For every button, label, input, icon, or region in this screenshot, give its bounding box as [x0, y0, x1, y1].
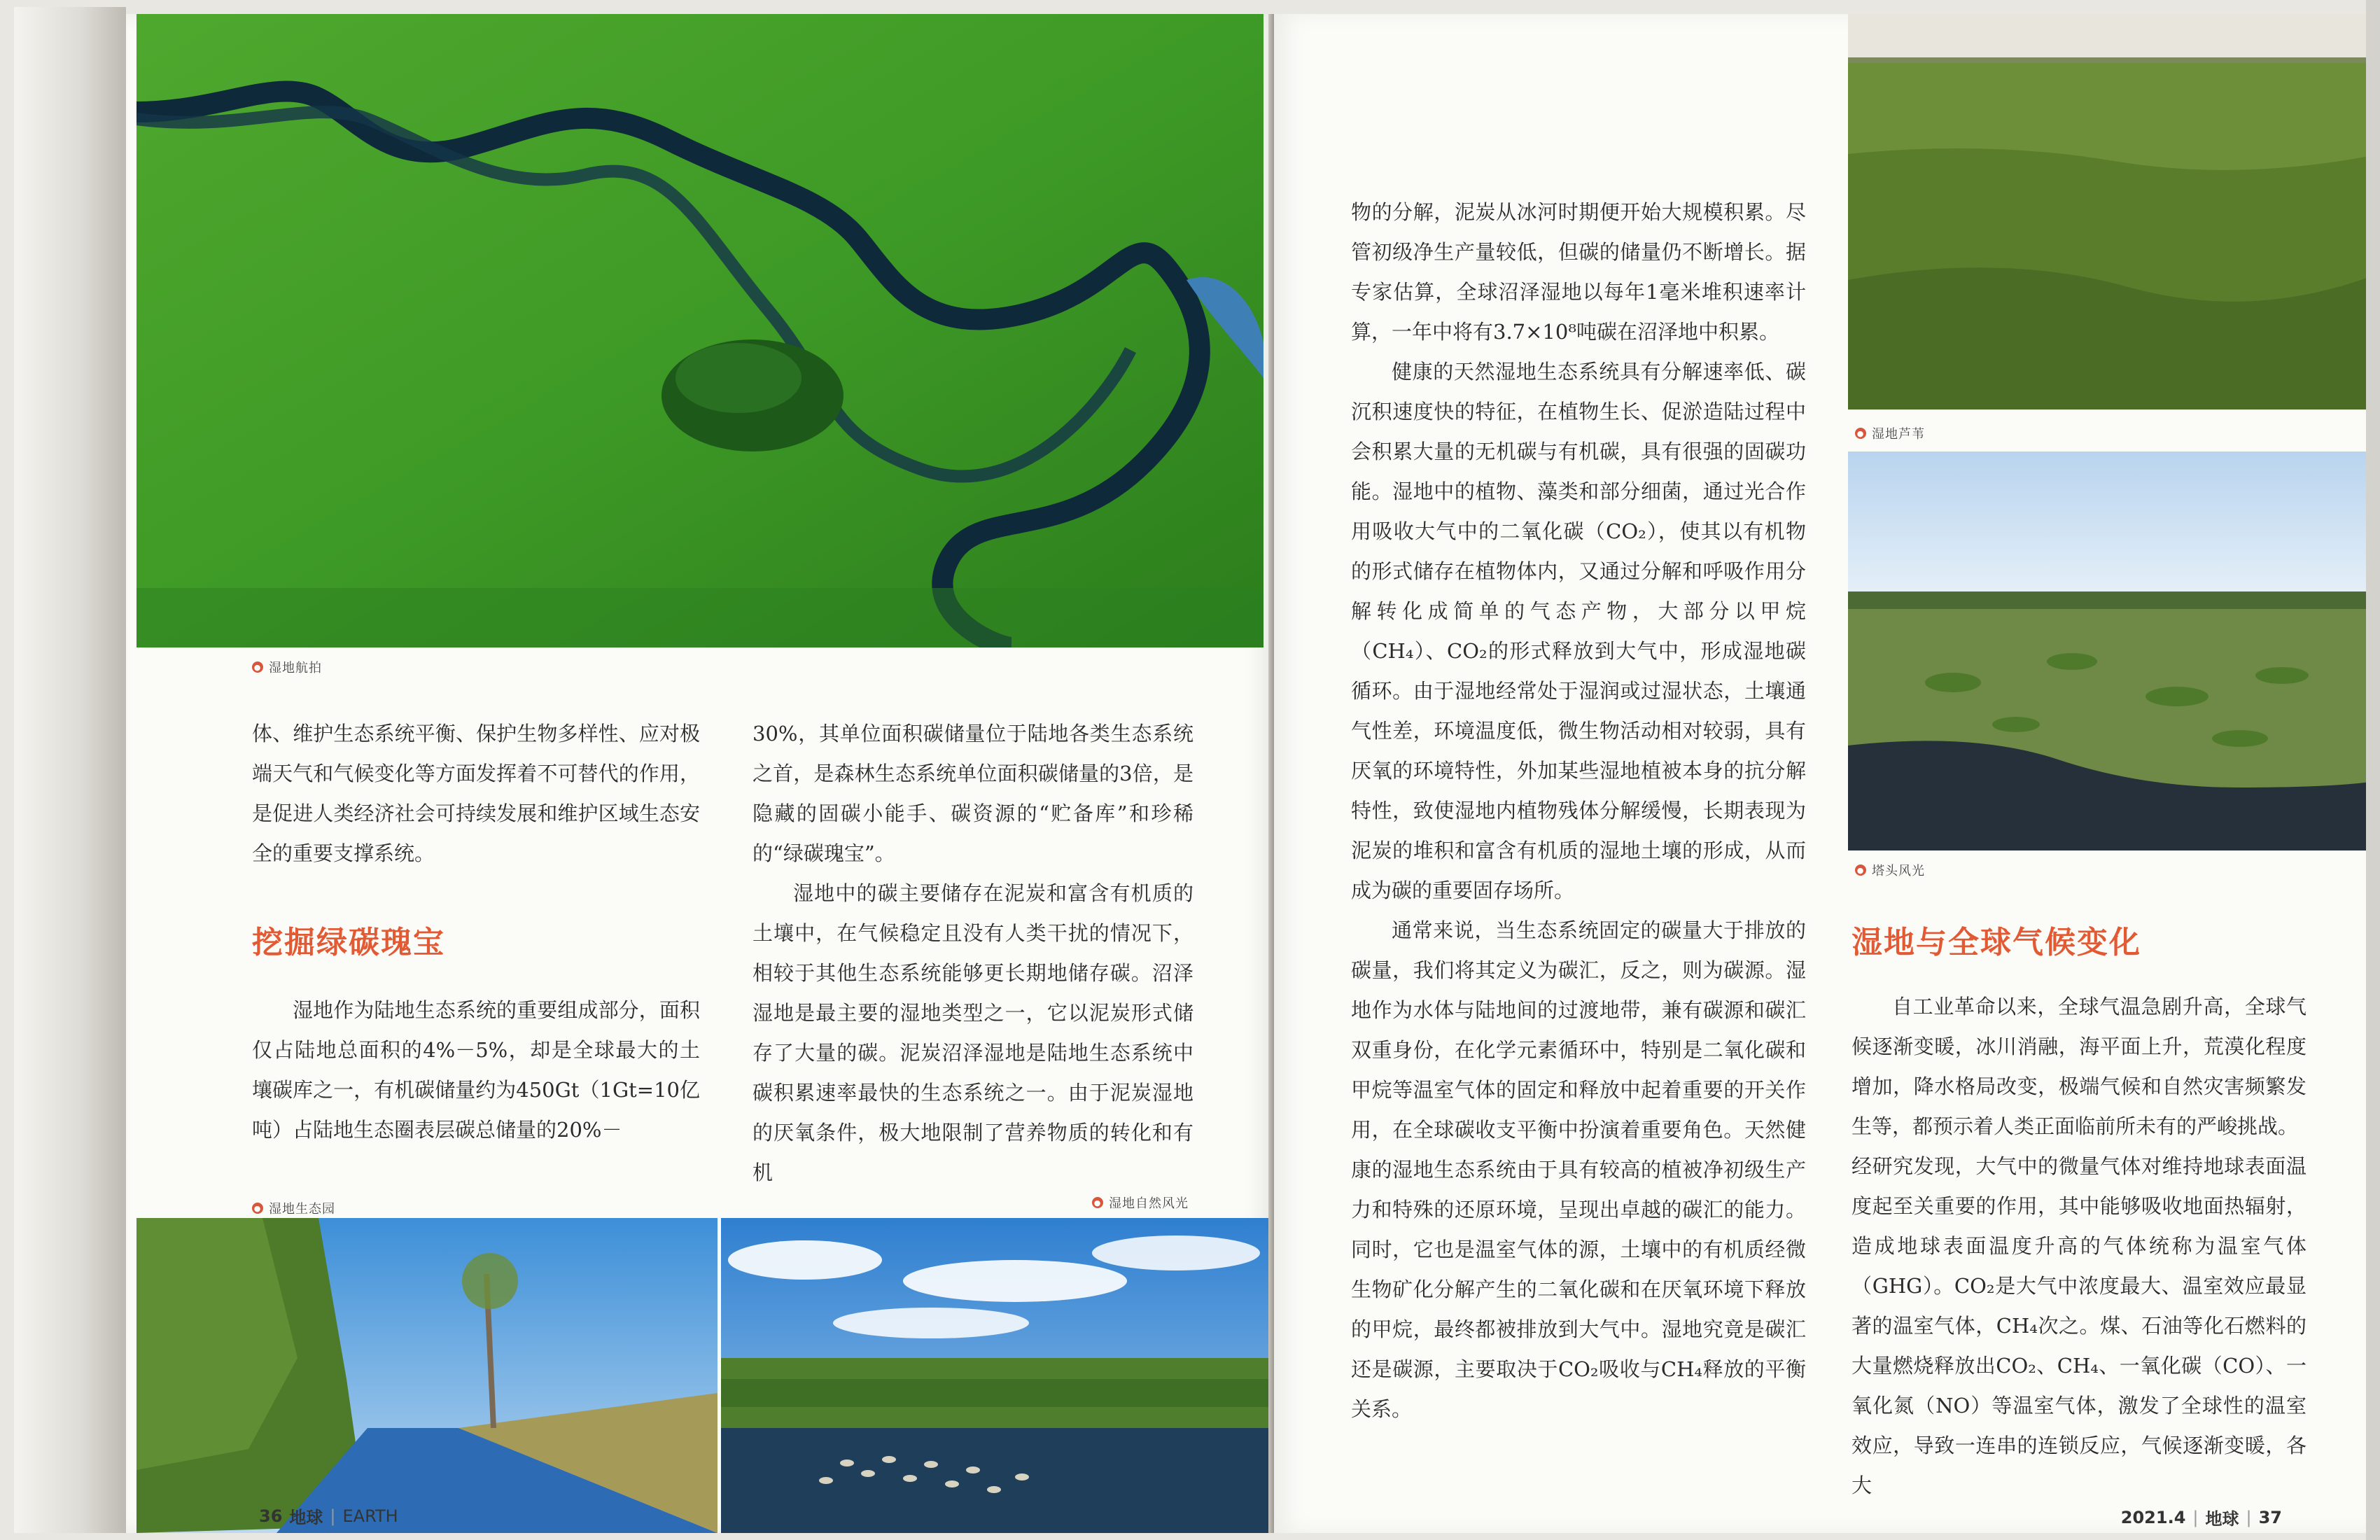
canal-photo	[136, 1218, 718, 1533]
right-column-2	[1851, 987, 2306, 1506]
folio-separator: |	[2246, 1507, 2252, 1527]
paragraph: 健康的天然湿地生态系统具有分解速率低、碳沉积速度快的特征，在植物生长、促淤造陆过程中会积累大量的无机碳与有机碳，具有很强的固碳功能。湿地中的植物、藻类和部分细菌，通过光合作用吸收大气中的二氧化碳（CO₂），使其以有机物的形式储存在植物体内，又通过分解和呼吸作用分解转化成简单的气态产物，大部分以甲烷（CH₄）、CO₂的形式释放到大气中，形成湿地碳循环。由于湿地经常处于湿润或过湿状态，土壤通气性差，环境温度低，微生物活动相对较弱，具有厌氧的环境特性，外加某些湿地植被本身的抗分解特性，致使湿地内植物残体分解缓慢，长期表现为泥炭的堆积和富含有机质的湿地土壤的形成，从而成为碳的重要固存场所。	[1351, 360, 1806, 902]
right-page-folio	[2121, 1505, 2282, 1530]
caption-natural-scenery-text: 湿地自然风光	[1109, 1196, 1189, 1211]
caption-reed-text: 湿地芦苇	[1872, 427, 1925, 442]
folio-separator: |	[330, 1506, 336, 1526]
caption-natural-scenery	[1092, 1194, 1189, 1212]
paragraph: 湿地作为陆地生态系统的重要组成部分，面积仅占陆地总面积的4%－5%，却是全球最大的土壤碳库之一，有机碳储量约为450Gt（1Gt=10亿吨）占陆地生态圈表层碳总储量的20%－	[252, 998, 700, 1142]
aerial-wetland-photo	[136, 14, 1264, 648]
right-page	[1274, 14, 2380, 1533]
paragraph: 体、维护生态系统平衡、保护生物多样性、应对极端天气和气候变化等方面发挥着不可替代的作用，是促进人类经济社会可持续发展和维护区域生态安全的重要支撑系统。	[252, 722, 700, 865]
caption-aerial	[252, 658, 322, 676]
page-number: 36	[259, 1506, 283, 1526]
caption-reed	[1855, 424, 1925, 442]
section-heading-climate-change: 湿地与全球气候变化	[1851, 925, 2141, 960]
paragraph: 通常来说，当生态系统固定的碳量大于排放的碳量，我们将其定义为碳汇，反之，则为碳源。湿地作为水体与陆地间的过渡地带，兼有碳源和碳汇双重身份，在化学元素循环中，特别是二氧化碳和甲烷等温室气体的固定和释放中起着重要的开关作用，在全球碳收支平衡中扮演着重要角色。天然健康的湿地生态系统由于具有较高的植被净初级生产力和特殊的还原环境，呈现出卓越的碳汇的能力。同时，它也是温室气体的源，土壤中的有机质经微生物矿化分解产生的二氧化碳和在厌氧环境下释放的甲烷，最终都被排放到大气中。湿地究竟是碳汇还是碳源，主要取决于CO₂吸收与CH₄释放的平衡关系。	[1351, 918, 1806, 1421]
caption-marker-icon: ●	[1855, 428, 1866, 439]
ducks-river-photo	[721, 1218, 1274, 1533]
left-column-1b	[252, 990, 700, 1150]
book-page-edge	[14, 7, 126, 1533]
caption-marker-icon: ●	[1092, 1197, 1103, 1208]
paragraph: 物的分解，泥炭从冰河时期便开始大规模积累。尽管初级净生产量较低，但碳的储量仍不断增长。据专家估算，全球沼泽湿地以每年1毫米堆积速率计算，一年中将有3.7×10⁸吨碳在沼泽地中积累。	[1351, 200, 1806, 344]
page-number: 37	[2258, 1507, 2282, 1527]
magazine-english-name: EARTH	[342, 1506, 398, 1526]
reed-wetland-photo	[1848, 14, 2380, 410]
caption-eco-garden	[252, 1199, 335, 1217]
caption-tatou-text: 塔头风光	[1872, 864, 1925, 878]
magazine-name: 地球	[2205, 1509, 2239, 1529]
left-page-folio	[259, 1504, 398, 1528]
left-page	[126, 14, 1274, 1533]
folio-separator: |	[2192, 1507, 2199, 1527]
paragraph: 30%，其单位面积碳储量位于陆地各类生态系统之首，是森林生态系统单位面积碳储量的3倍，是隐藏的固碳小能手、碳资源的“贮备库”和珍稀的“绿碳瑰宝”。	[752, 722, 1194, 865]
right-column-1	[1351, 192, 1806, 1429]
left-column-1	[252, 714, 700, 874]
caption-marker-icon: ●	[1855, 864, 1866, 876]
left-column-2	[752, 714, 1194, 1193]
tatou-scenery-photo	[1848, 451, 2380, 850]
caption-aerial-text: 湿地航拍	[269, 661, 322, 676]
caption-eco-garden-text: 湿地生态园	[269, 1202, 335, 1217]
caption-marker-icon: ●	[252, 662, 263, 673]
magazine-name: 地球	[289, 1508, 323, 1527]
caption-tatou	[1855, 861, 1925, 879]
issue-date: 2021.4	[2120, 1507, 2186, 1527]
paragraph: 经研究发现，大气中的微量气体对维持地球表面温度起至关重要的作用，其中能够吸收地面热辐射，造成地球表面温度升高的气体统称为温室气体（GHG）。CO₂是大气中浓度最大、温室效应最显著的温室气体，CH₄次之。煤、石油等化石燃料的大量燃烧释放出CO₂、CH₄、一氧化碳（CO）、一氧化氮（NO）等温室气体，激发了全球性的温室效应，导致一连串的连锁反应，气候逐渐变暖，各大	[1851, 1154, 2306, 1497]
paragraph: 湿地中的碳主要储存在泥炭和富含有机质的土壤中，在气候稳定且没有人类干扰的情况下，相较于其他生态系统能够更长期地储存碳。沼泽湿地是最主要的湿地类型之一，它以泥炭形式储存了大量的碳。泥炭沼泽湿地是陆地生态系统中碳积累速率最快的生态系统之一。由于泥炭湿地的厌氧条件，极大地限制了营养物质的转化和有机	[752, 881, 1194, 1184]
caption-marker-icon: ●	[252, 1203, 263, 1214]
section-heading-green-carbon: 挖掘绿碳瑰宝	[252, 925, 445, 960]
paragraph: 自工业革命以来，全球气温急剧升高，全球气候逐渐变暖，冰川消融，海平面上升，荒漠化程度增加，降水格局改变，极端气候和自然灾害频繁发生等，都预示着人类正面临前所未有的严峻挑战。	[1851, 995, 2306, 1138]
scan-right-edge	[2366, 0, 2380, 1540]
